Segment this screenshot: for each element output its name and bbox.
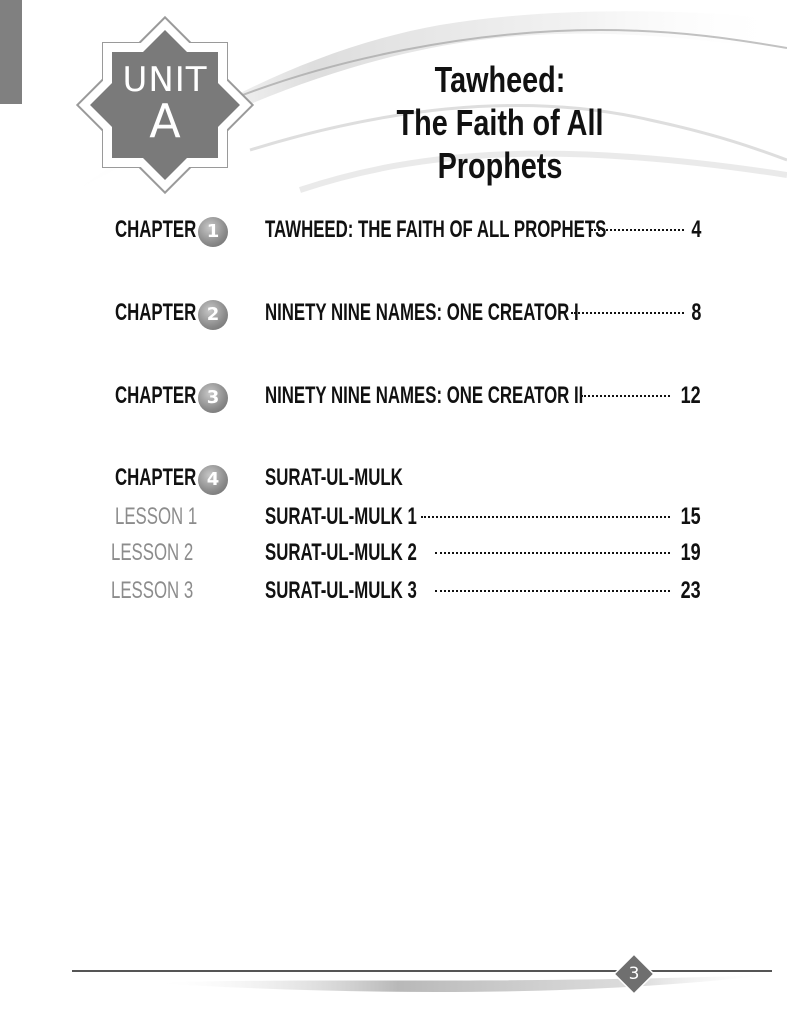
leader-dots [435,590,670,592]
lesson-label: LESSON 2 [111,539,194,566]
lesson-label: LESSON 3 [111,577,194,604]
unit-title-line1: Tawheed: [434,59,566,100]
toc-page-number: 12 [680,382,701,409]
toc-entry [265,381,701,411]
toc-entry [265,215,701,245]
leader-dots [421,516,670,518]
toc-page-number: 19 [680,539,701,566]
toc-row-lesson-1[interactable] [0,502,787,532]
toc-entry-title: SURAT-UL-MULK 2 [265,539,417,566]
footer-rule [72,970,772,972]
leader-dots [435,552,670,554]
toc-row-chapter-1[interactable] [0,215,787,245]
page-number: 3 [628,964,640,984]
leader-dots [581,395,670,397]
toc-page-number: 8 [690,299,701,326]
unit-title-line2: The Faith of All Prophets [396,102,604,186]
toc-page-number: 4 [690,216,701,243]
toc-entry [265,463,701,493]
chapter-label: CHAPTER [115,299,197,326]
leader-dots [571,312,684,314]
chapter-number-badge: 4 [198,465,228,495]
toc-entry-title: TAWHEED: THE FAITH OF ALL PROPHETS [265,216,607,243]
chapter-number-badge: 3 [198,383,228,413]
toc-page-number: 23 [680,577,701,604]
chapter-number-badge: 1 [198,217,228,247]
toc-entry-title: SURAT-UL-MULK 3 [265,577,417,604]
toc-entry-title: SURAT-UL-MULK 1 [265,503,417,530]
chapter-label: CHAPTER [115,382,197,409]
badge-unit-word: UNIT [122,60,208,100]
unit-badge [72,12,258,198]
toc-row-chapter-3[interactable] [0,381,787,411]
chapter-label: CHAPTER [115,216,197,243]
lesson-label: LESSON 1 [115,503,198,530]
badge-unit-letter: A [149,94,181,148]
toc-entry-title: SURAT-UL-MULK [265,464,403,491]
leader-dots [591,229,684,231]
toc-row-lesson-3[interactable] [0,576,787,606]
toc-entry [265,502,701,532]
toc-row-lesson-2[interactable] [0,538,787,568]
toc-entry-title: NINETY NINE NAMES: ONE CREATOR II [265,382,584,409]
chapter-label: CHAPTER [115,464,197,491]
toc-entry [265,576,701,606]
unit-title [340,58,660,187]
toc-page-number: 15 [680,503,701,530]
footer-swoosh-decoration [0,955,787,1005]
toc-entry-title: NINETY NINE NAMES: ONE CREATOR I [265,299,579,326]
toc-row-chapter-4[interactable] [0,463,787,493]
chapter-number-badge: 2 [198,300,228,330]
toc-entry [265,538,701,568]
toc-entry [265,298,701,328]
toc-row-chapter-2[interactable] [0,298,787,328]
